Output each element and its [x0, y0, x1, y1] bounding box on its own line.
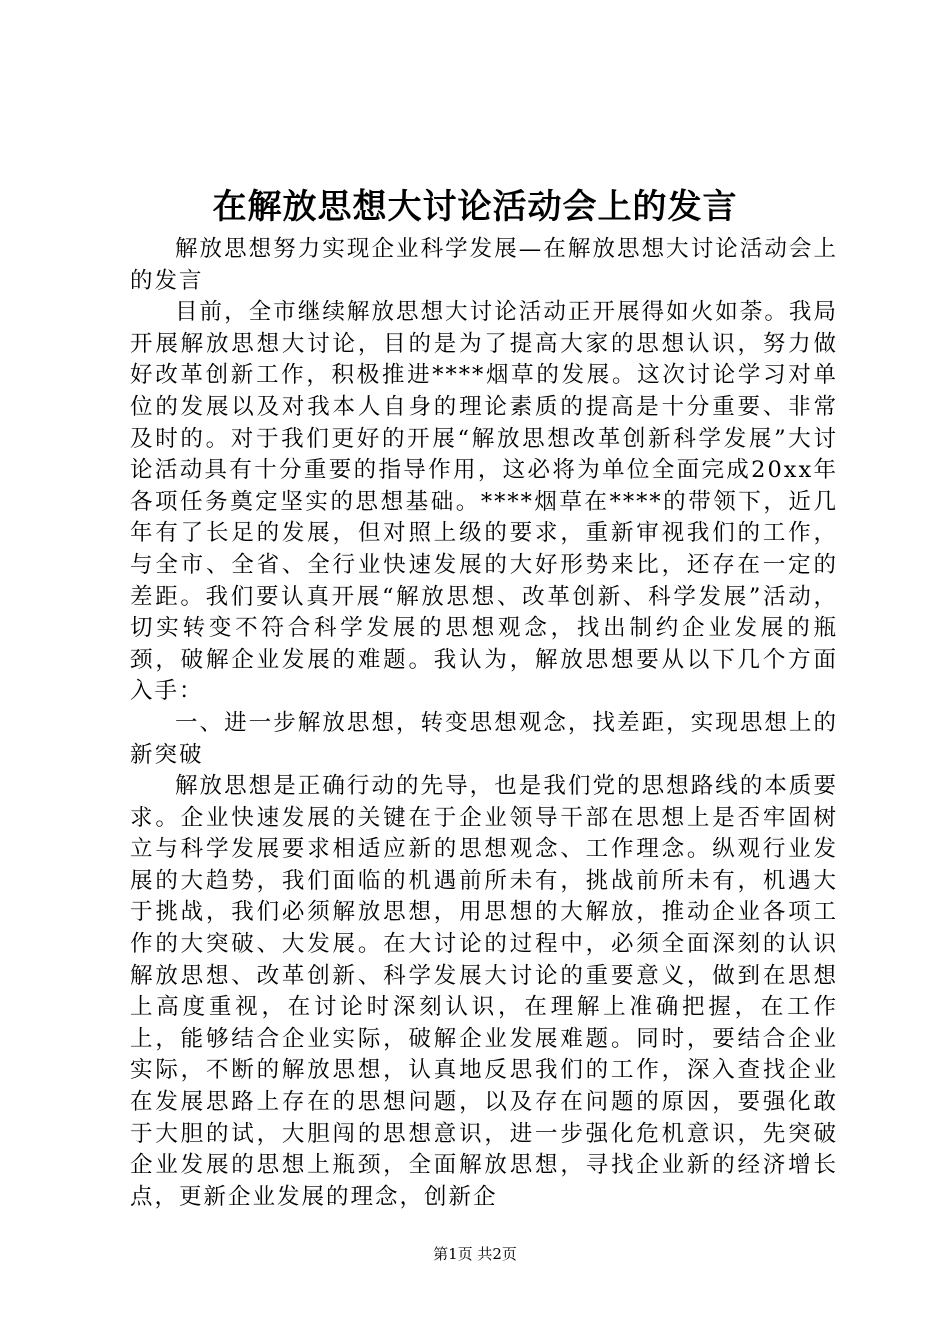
page-footer: 第1页 共2页: [433, 1245, 517, 1263]
section-heading-paragraph: 一、进一步解放思想，转变思想观念，找差距，实现思想上的新突破: [130, 709, 838, 768]
body-paragraph: 目前，全市继续解放思想大讨论活动正开展得如火如荼。我局开展解放思想大讨论，目的是为了提高大家的思想认识，努力做好改革创新工作，积极推进****烟草的发展。这次讨论学习对单位的发展以及对我本人自身的理论素质的提高是十分重要、非常及时的。对于我们更好的开展“解放思想改革创新科学发展”大讨论活动具有十分重要的指导作用，这必将为单位全面完成20xx年各项任务奠定坚实的思想基础。****烟草在****的带领下，近几年有了长足的发展，但对照上级的要求，重新审视我们的工作，与全市、全省、全行业快速发展的大好形势来比，还存在一定的差距。我们要认真开展“解放思想、改革创新、科学发展”活动，切实转变不符合科学发展的思想观念，找出制约企业发展的瓶颈，破解企业发展的难题。我认为，解放思想要从以下几个方面入手：: [130, 299, 838, 705]
subtitle-paragraph: 解放思想努力实现企业科学发展—在解放思想大讨论活动会上的发言: [130, 236, 838, 294]
document-body: [130, 234, 838, 1213]
body-paragraph: 解放思想是正确行动的先导，也是我们党的思想路线的本质要求。企业快速发展的关键在于企业领导干部在思想上是否牢固树立与科学发展要求相适应新的思想观念、工作理念。纵观行业发展的大趋势，我们面临的机遇前所未有，挑战前所未有，机遇大于挑战，我们必须解放思想，用思想的大解放，推动企业各项工作的大突破、大发展。在大讨论的过程中，必须全面深刻的认识解放思想、改革创新、科学发展大讨论的重要意义，做到在思想上高度重视，在讨论时深刻认识，在理解上准确把握，在工作上，能够结合企业实际，破解企业发展难题。同时，要结合企业实际，不断的解放思想，认真地反思我们的工作，深入查找企业在发展思路上存在的思想问题，以及存在问题的原因，要强化敢于大胆的试，大胆闯的思想意识，进一步强化危机意识，先突破企业发展的思想上瓶颈，全面解放思想，寻找企业新的经济增长点，更新企业发展的理念，创新企: [130, 773, 838, 1210]
document-title: 在解放思想大讨论活动会上的发言: [212, 187, 738, 227]
